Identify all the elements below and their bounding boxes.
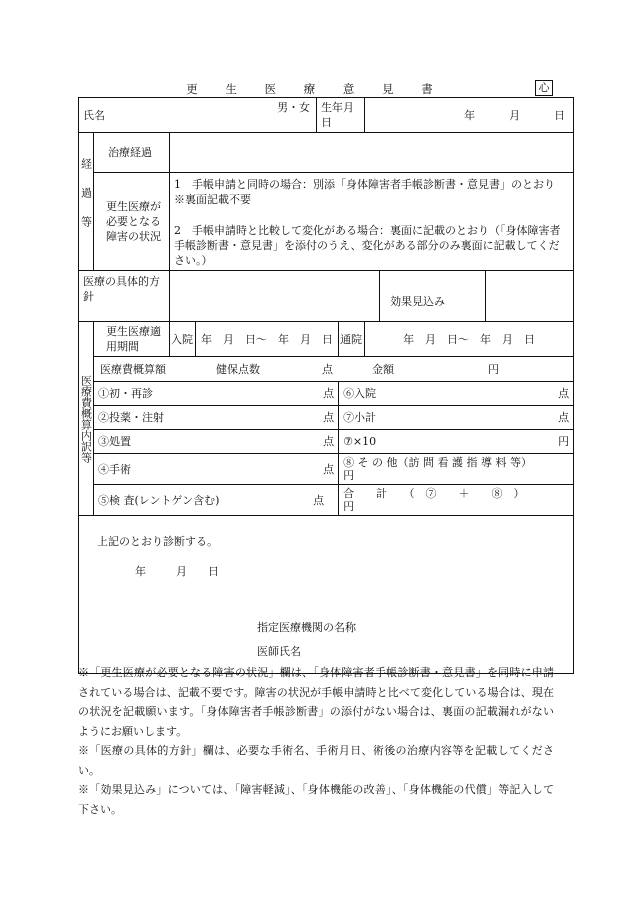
condition-row [79,173,574,271]
signature-block [79,516,574,674]
footnote-2: ※「医療の具体的方針」欄は、必要な手術名、手術月日、術後の治療内容等を記載してください。 [78,744,554,777]
cost-item-right[interactable] [339,406,574,430]
outpatient-label: 通院 [339,322,365,357]
period-row [79,322,574,357]
effect-label: 効果見込み [380,271,486,322]
amount-label: 金額 [372,362,394,376]
policy-row [79,271,574,322]
cost-item-unit: 点 [323,387,335,400]
name-row [79,98,574,133]
cost-item-label: ⑤検 査(レントゲン含む) [98,493,220,507]
condition-option-1[interactable]: 1 手帳申請と同時の場合：別添「身体障害者手帳診断書・意見書」のとおり ※裏面記載不要 [174,178,566,206]
cost-item-unit: 円 [558,435,570,448]
estimate-row [79,357,574,382]
footnotes [78,663,554,819]
outpatient-period[interactable]: 年 月 日〜 年 月 日 [365,322,574,357]
cost-item-label: ⑧ そ の 他（訪 問 看 護 指 導 料 等） [343,456,533,469]
cost-item-unit: 点 [558,387,570,400]
cost-item-right[interactable] [339,454,574,485]
cost-item-label: 合 計 （ ⑦ ＋ ⑧ ） [343,487,525,500]
cost-item-left[interactable] [94,406,339,430]
cost-item-unit: 点 [558,411,570,424]
dob-field[interactable] [365,98,574,133]
category-mark: 心 [535,80,553,96]
cost-item-unit: 円 [343,469,355,482]
estimate-field[interactable] [94,357,574,382]
cost-item-label: ①初・再診 [98,387,153,400]
inpatient-period[interactable]: 年 月 日〜 年 月 日 [196,322,339,357]
period-label: 更生医療適用期間 [94,322,170,357]
cost-item-row [79,382,574,406]
cost-item-left[interactable] [94,485,339,516]
opinion-form [78,97,574,674]
effect-field[interactable] [486,271,574,322]
cost-item-label: ④手術 [98,462,131,476]
signature-row [79,516,574,674]
inpatient-label: 入院 [170,322,196,357]
points-label: 健保点数 [216,362,260,376]
condition-options[interactable] [170,173,574,271]
sign-date-year[interactable]: 年 [135,565,146,578]
cost-item-unit: 点 [323,411,335,424]
sign-date-day[interactable]: 日 [208,565,219,578]
cost-item-left[interactable] [94,430,339,454]
treatment-field[interactable] [170,133,574,173]
name-field[interactable] [79,98,317,133]
cost-item-row [79,485,574,516]
dob-day-unit: 日 [554,108,566,122]
cost-item-left[interactable] [94,382,339,406]
dob-month-unit: 月 [509,108,521,122]
cost-item-row [79,454,574,485]
cost-item-unit: 点 [313,493,325,507]
doctor-label[interactable]: 医師氏名 [257,645,301,658]
points-unit: 点 [322,362,333,376]
sex-choice[interactable]: 男・女 [277,101,311,114]
cost-item-right[interactable] [339,430,574,454]
cost-item-unit: 点 [323,462,335,476]
name-label: 氏名 [83,108,105,122]
dob-label: 生年月日 [317,98,365,133]
cost-item-label: ③処置 [98,435,131,448]
cost-item-left[interactable] [94,454,339,485]
document-title: 更 生 医 療 意 見 書 [186,82,445,96]
policy-label: 医療の具体的方針 [79,271,170,322]
cost-item-right[interactable] [339,485,574,516]
cost-item-label: ⑦×10 [343,435,377,448]
cost-item-row [79,430,574,454]
treatment-label: 治療経過 [94,133,170,173]
institution-label[interactable]: 指定医療機関の名称 [257,621,356,634]
title-row [78,80,553,96]
estimate-label: 医療費概算額 [100,362,166,376]
policy-field[interactable] [170,271,380,322]
cost-item-label: ⑥入院 [343,387,377,400]
footnote-1: ※「更生医療が必要となる障害の状況」欄は、「身体障害者手帳診断書・意見書」を同時に申請されている場合は、記載不要です。障害の状況が手帳申請時と比べて変化している場合は、現在の状況を記載願います。「身体障害者手帳診断書」の添付がない場合は、裏面の記載漏れがないようにお願いします。 [78,666,554,738]
cost-item-right[interactable] [339,382,574,406]
condition-option-2[interactable]: 2 手帳申請時と比較して変化がある場合：裏面に記載のとおり（「身体障害者手帳診断書・意見書」を添付のうえ、変化がある部分のみ裏面に記載してください。） [174,224,561,267]
footnote-3: ※「効果見込み」については、「障害軽減」、「身体機能の改善」、「身体機能の代償」等記入して下さい。 [78,783,554,816]
treatment-row [79,133,574,173]
dob-year-unit: 年 [464,108,476,122]
history-group-label: 経過等 [79,133,94,271]
sign-date-month[interactable]: 月 [176,565,187,578]
condition-label: 更生医療が必要となる障害の状況 [94,173,170,271]
amount-unit: 円 [488,362,499,376]
diagnosis-statement: 上記のとおり診断する。 [97,535,218,548]
cost-item-row [79,406,574,430]
cost-item-label: ②投薬・注射 [98,411,164,424]
cost-item-unit: 円 [343,500,355,513]
cost-group-label: 医療費概算内訳等 [79,322,94,516]
cost-item-label: ⑦小計 [343,411,377,424]
cost-item-unit: 点 [323,435,335,448]
